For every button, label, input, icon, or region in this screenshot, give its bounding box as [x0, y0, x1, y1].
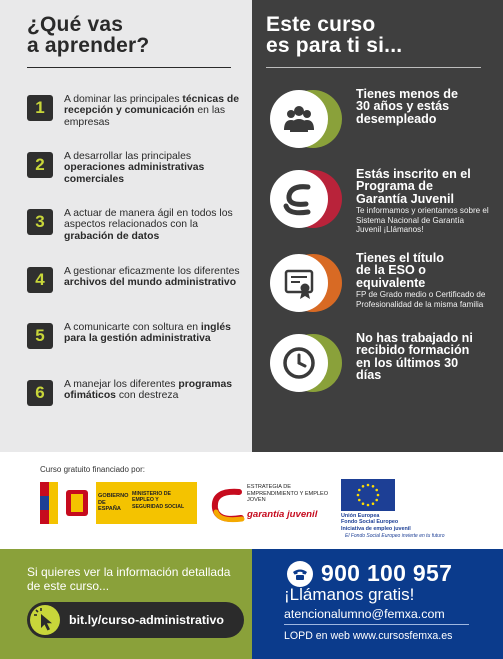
- email-link[interactable]: atencionalumno@femxa.com: [284, 607, 445, 621]
- item-text: A manejar los diferentes programas ofimáticos con destreza: [64, 379, 233, 402]
- learn-panel: [0, 0, 252, 452]
- condition-body: [356, 332, 474, 382]
- learn-heading-line1: ¿Qué vas: [27, 13, 124, 36]
- item-number: 6: [27, 380, 53, 406]
- garantia-brand-text: garantía juvenil: [247, 509, 318, 520]
- learn-item: [27, 379, 245, 406]
- item-text: A desarrollar las principales operaciones administrativas comerciales: [64, 151, 205, 185]
- phone-number: 900 100 957: [321, 560, 453, 586]
- item-text: A gestionar eficazmente los diferentes archivos del mundo administrativo: [64, 266, 240, 289]
- learn-divider: [27, 67, 231, 68]
- phone-row[interactable]: [287, 560, 452, 587]
- condition-body: [356, 168, 491, 234]
- item-number: 5: [27, 323, 53, 349]
- item-number: 1: [27, 95, 53, 121]
- item-text: A comunicarte con soltura en inglés para la gestión administrativa: [64, 322, 231, 345]
- gobierno-text: GOBIERNO DE ESPAÑA: [98, 493, 129, 512]
- learn-item: [27, 208, 245, 242]
- eu-tagline: El Fondo Social Europeo invierte en tu futuro: [345, 533, 445, 539]
- condition-item: [264, 332, 500, 396]
- gobierno-espana-logo: [40, 482, 197, 524]
- more-info-panel: [0, 549, 252, 659]
- call-free-text: ¡Llámanos gratis!: [284, 585, 415, 604]
- item-text: A actuar de manera ágil en todos los aspectos relacionados con la grabación de datos: [64, 208, 233, 242]
- garantia-strategy-text: ESTRATEGIA DE EMPRENDIMIENTO Y EMPLEO JOVEN: [247, 484, 329, 504]
- item-number: 2: [27, 152, 53, 178]
- course-link-button[interactable]: [27, 602, 244, 638]
- eu-text: Unión Europea Fondo Social Europeo Iniciativa de empleo juvenil: [341, 513, 411, 532]
- learn-item: [27, 94, 245, 128]
- phone-icon: [287, 561, 313, 587]
- garantia-juvenil-icon: [264, 168, 347, 232]
- condition-title: Estás inscrito en el Programa de Garantía Juvenil: [356, 167, 471, 206]
- contact-panel: [252, 549, 503, 659]
- more-info-text: Si quieres ver la información detallada de este curso...: [27, 565, 231, 593]
- learn-heading-line2: a aprender?: [27, 34, 150, 57]
- learn-item: [27, 322, 245, 349]
- item-number: 3: [27, 209, 53, 235]
- ministerio-text: MINISTERIO DE EMPLEO Y SEGURIDAD SOCIAL: [132, 491, 185, 510]
- funding-section: [0, 452, 503, 549]
- condition-item: [264, 168, 500, 234]
- group-icon: [264, 88, 347, 152]
- audience-heading-line2: es para ti si...: [266, 34, 403, 57]
- audience-panel: [252, 0, 503, 452]
- item-text: A dominar las principales técnicas de recepción y comunicación en las empresas: [64, 94, 240, 128]
- clock-icon: [264, 332, 347, 396]
- condition-item: [264, 252, 500, 316]
- learn-heading: [27, 14, 237, 56]
- audience-divider: [266, 67, 481, 68]
- course-link-text: bit.ly/curso-administrativo: [69, 613, 224, 627]
- condition-item: [264, 88, 500, 152]
- certificate-icon: [264, 252, 347, 316]
- condition-subtext: Te informamos y orientamos sobre el Sistema Nacional de Garantía Juvenil ¡Llámanos!: [356, 206, 489, 234]
- condition-body: [356, 88, 474, 125]
- lopd-text: LOPD en web www.cursosfemxa.es: [284, 630, 453, 642]
- garantia-juvenil-logo: [209, 482, 336, 528]
- learn-item: [27, 151, 245, 185]
- union-europea-logo: [341, 479, 471, 543]
- audience-heading-line1: Este curso: [266, 13, 376, 36]
- condition-subtext: FP de Grado medio o Certificado de Profesionalidad de la misma familia: [356, 290, 486, 309]
- funding-label: Curso gratuito financiado por:: [40, 465, 145, 474]
- condition-title: Tienes menos de 30 años y estás desempleado: [356, 87, 458, 126]
- condition-title: No has trabajado ni recibido formación en los últimos 30 días: [356, 331, 473, 383]
- audience-heading: [266, 14, 486, 56]
- contact-divider: [284, 624, 469, 625]
- item-number: 4: [27, 267, 53, 293]
- condition-title: Tienes el título de la ESO o equivalente: [356, 251, 444, 290]
- learn-item: [27, 266, 245, 293]
- condition-body: [356, 252, 491, 309]
- cursor-click-icon: [30, 605, 60, 635]
